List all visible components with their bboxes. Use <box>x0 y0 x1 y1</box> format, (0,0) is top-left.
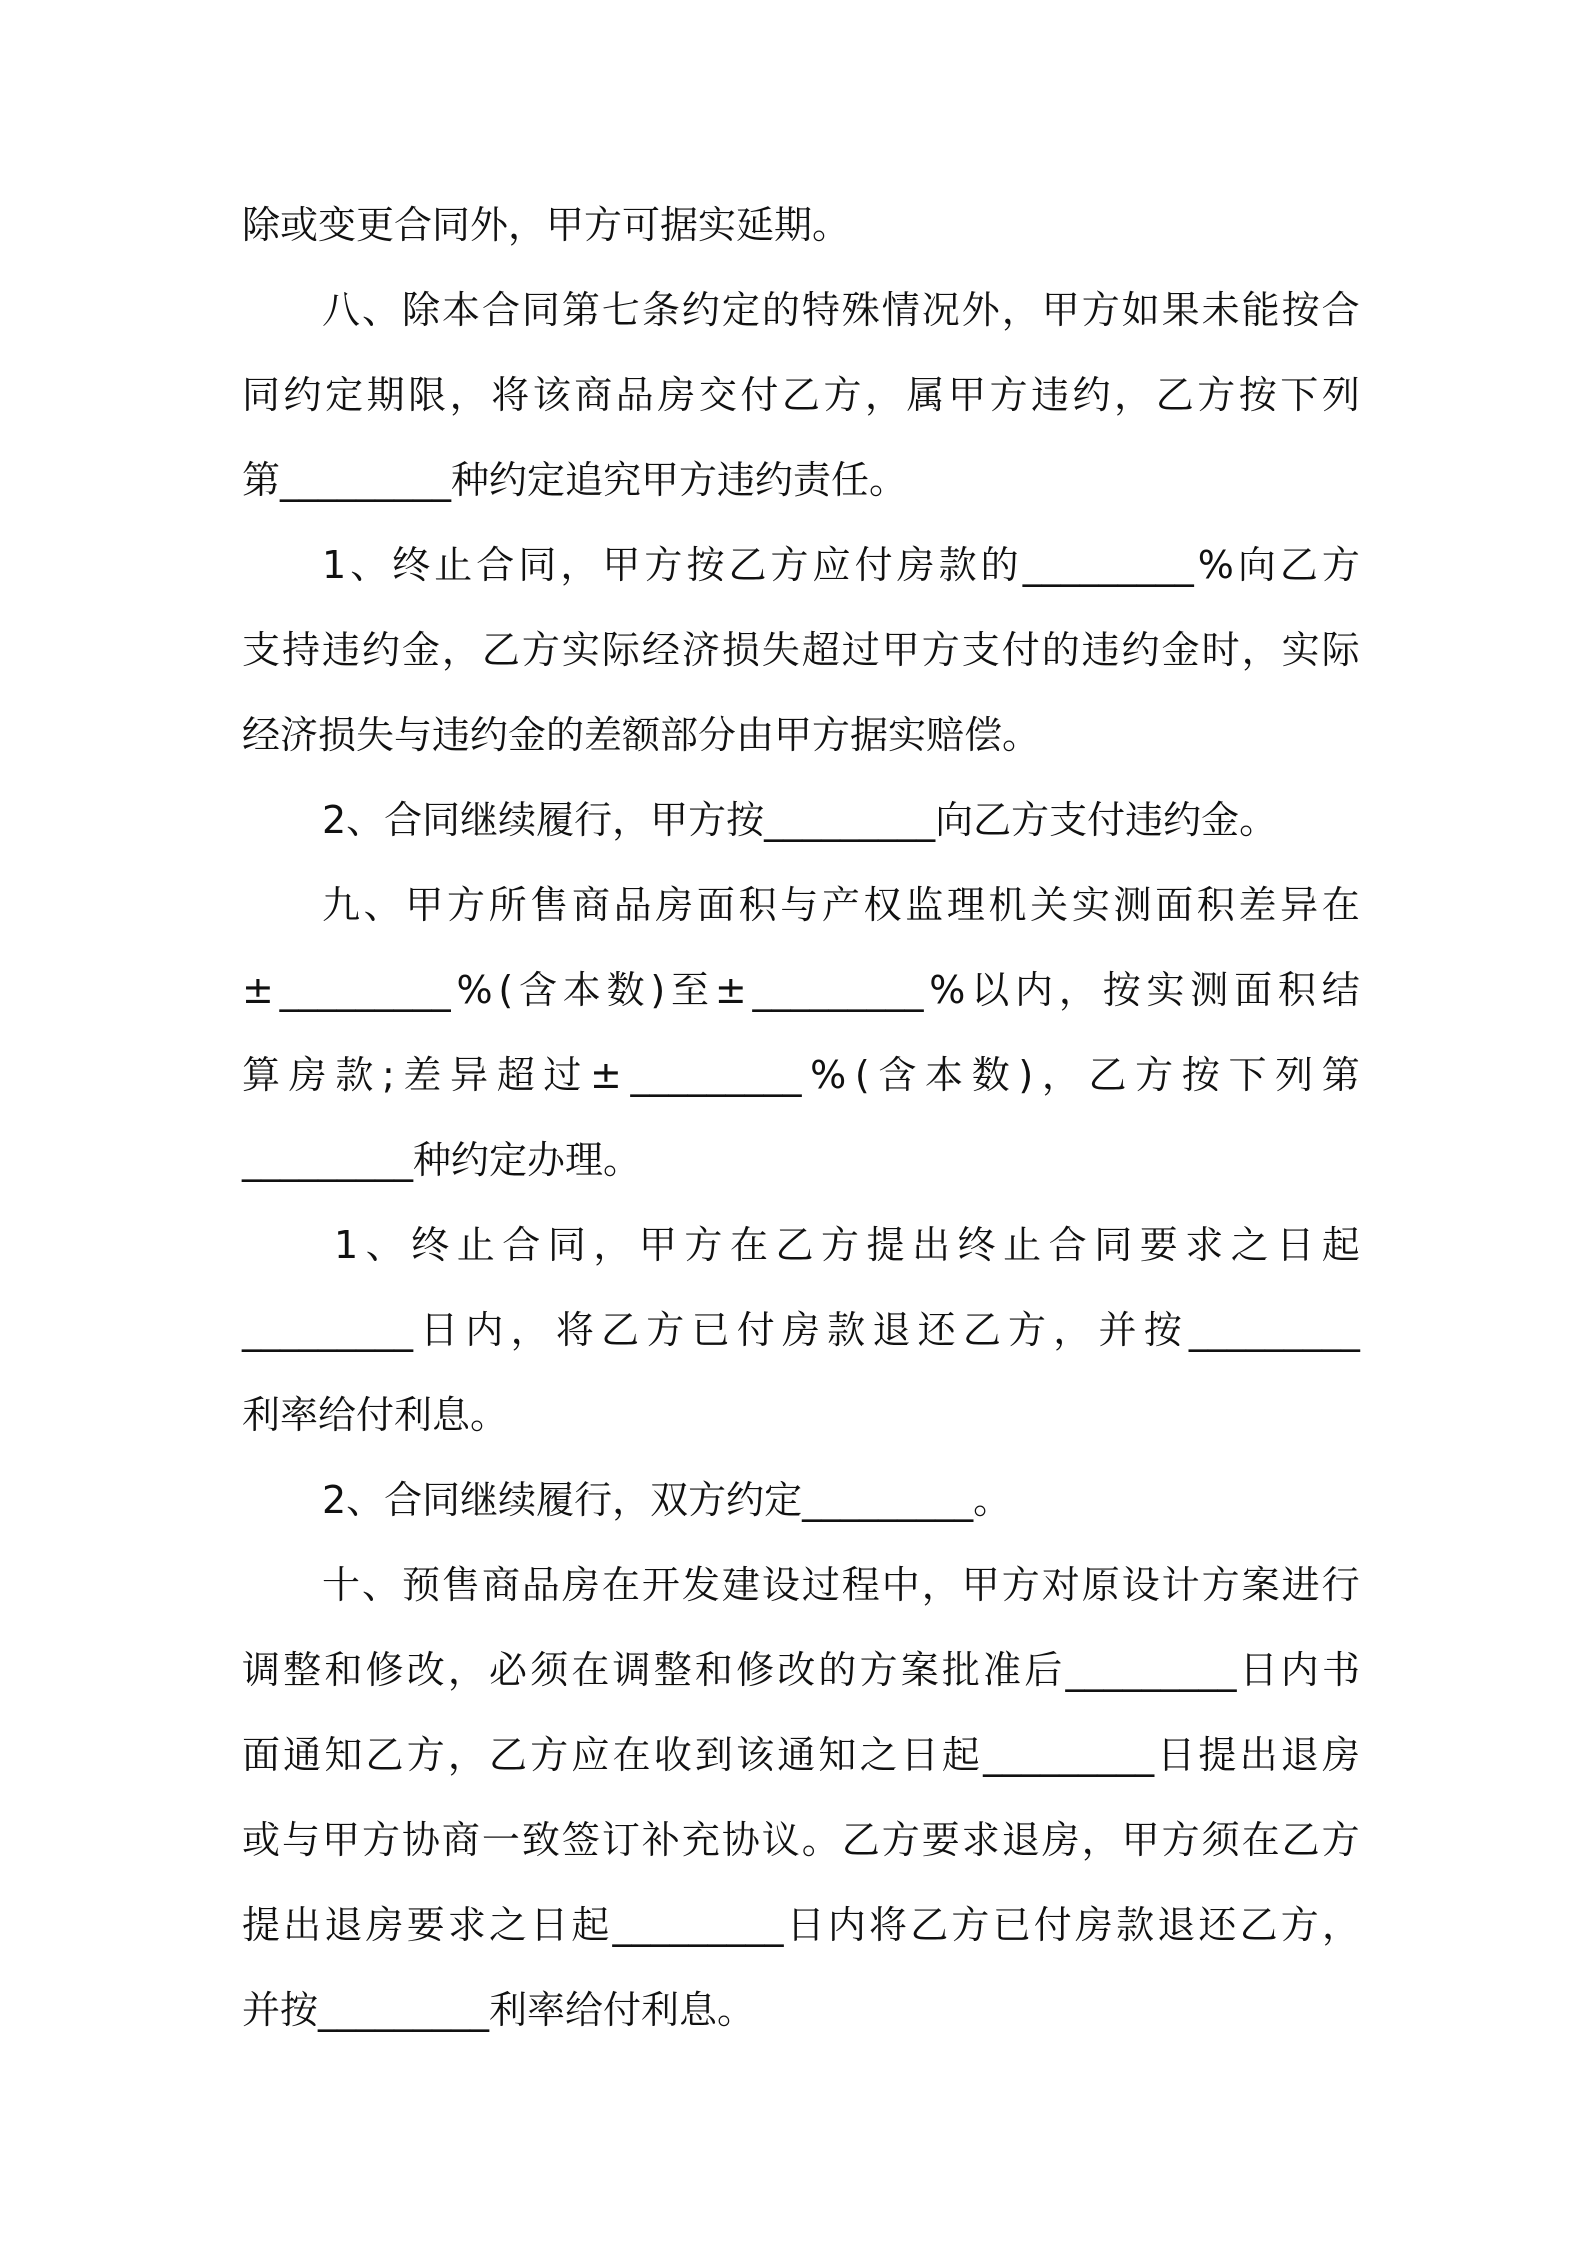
text-line-14: _________ 日 内 ， 将 乙 方 已 付 房 款 退 还 乙 方 ， 并 按 _________ <box>242 1308 1360 1352</box>
text-line-1: 除或变更合同外，甲方可据实延期。 <box>242 203 851 247</box>
text-line-8: 2、合同继续履行，甲方按_________向乙方支付违约金。 <box>322 798 1278 842</box>
text-line-11: 算 房 款 ; 差 异 超 过 ± _________ % ( 含 本 数 ) ， 乙 方 按 下 列 第 <box>242 1053 1360 1097</box>
text-line-5: 1 、 终 止 合 同 ， 甲 方 按 乙 方 应 付 房 款 的 _________ % 向 乙 方 <box>322 543 1360 587</box>
text-line-18: 调 整 和 修 改 ， 必 须 在 调 整 和 修 改 的 方 案 批 准 后 _________ 日 内 书 <box>242 1648 1360 1692</box>
text-line-2: 八 、 除 本 合 同 第 七 条 约 定 的 特 殊 情 况 外 ， 甲 方 如 果 未 能 按 合 <box>322 288 1360 332</box>
text-line-12: _________种约定办理。 <box>242 1138 642 1182</box>
text-line-17: 十 、 预 售 商 品 房 在 开 发 建 设 过 程 中 ， 甲 方 对 原 设 计 方 案 进 行 <box>322 1563 1360 1607</box>
text-line-21: 提 出 退 房 要 求 之 日 起 _________ 日 内 将 乙 方 已 付 房 款 退 还 乙 方 ， <box>242 1903 1360 1947</box>
text-line-9: 九 、 甲 方 所 售 商 品 房 面 积 与 产 权 监 理 机 关 实 测 面 积 差 异 在 <box>322 883 1360 927</box>
text-line-16: 2、合同继续履行，双方约定_________。 <box>322 1478 1012 1522</box>
text-line-4: 第_________种约定追究甲方违约责任。 <box>242 458 908 502</box>
text-line-19: 面 通 知 乙 方 ， 乙 方 应 在 收 到 该 通 知 之 日 起 _________ 日 提 出 退 房 <box>242 1733 1360 1777</box>
text-line-20: 或 与 甲 方 协 商 一 致 签 订 补 充 协 议 。 乙 方 要 求 退 房 ， 甲 方 须 在 乙 方 <box>242 1818 1360 1862</box>
text-line-13: 1 、 终 止 合 同 ， 甲 方 在 乙 方 提 出 终 止 合 同 要 求 之 日 起 <box>334 1223 1360 1267</box>
text-line-10: ± _________ % ( 含 本 数 ) 至 ± _________ % 以 内 ， 按 实 测 面 积 结 <box>242 968 1360 1012</box>
text-line-15: 利率给付利息。 <box>242 1393 509 1437</box>
text-line-3: 同 约 定 期 限 ， 将 该 商 品 房 交 付 乙 方 ， 属 甲 方 违 约 ， 乙 方 按 下 列 <box>242 373 1360 417</box>
text-line-6: 支 持 违 约 金 ， 乙 方 实 际 经 济 损 失 超 过 甲 方 支 付 的 违 约 金 时 ， 实 际 <box>242 628 1360 672</box>
text-line-22: 并按_________利率给付利息。 <box>242 1988 756 2032</box>
text-line-7: 经济损失与违约金的差额部分由甲方据实赔偿。 <box>242 713 1041 757</box>
